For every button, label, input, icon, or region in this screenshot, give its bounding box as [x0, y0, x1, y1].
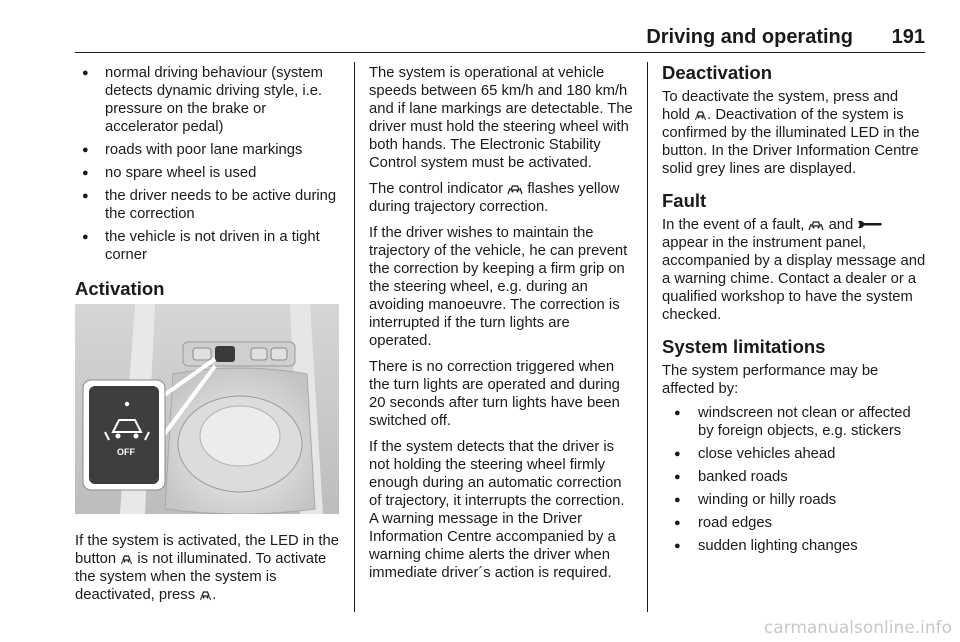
paragraph: [662, 216, 928, 324]
text-run: If the system is activated, the LED in the button: [75, 533, 340, 567]
section-title: Driving and operating: [646, 26, 853, 48]
limitations-list: [662, 404, 928, 555]
text-run: The control indicator: [369, 181, 504, 197]
list-item: ● windscreen not clean or affected by foreign objects, e.g. stickers: [662, 404, 928, 440]
paragraph: [369, 180, 633, 216]
text-run: .: [212, 587, 217, 603]
list-item: ● roads with poor lane markings: [75, 141, 343, 159]
paragraph: The system performance may be affected by:: [662, 363, 879, 397]
column-divider-1: [354, 62, 355, 612]
center-console-figure: [75, 304, 339, 514]
fault-heading: Fault: [662, 190, 707, 211]
paragraph: The system is operational at vehicle speeds between 65 km/h and 180 km/h and if lane markings are detectable. The driver must hold the steering wheel with both hands. The Electronic Stability Control system must be activated.: [369, 65, 633, 171]
deactivation-heading: Deactivation: [662, 62, 773, 83]
lane-keep-button-icon: [694, 108, 707, 121]
text-run: flashes yellow during trajectory correction.: [369, 181, 620, 215]
activation-paragraph: [75, 532, 343, 604]
text-run: To deactivate the system, press and hold: [662, 89, 899, 123]
list-item: ● close vehicles ahead: [662, 445, 928, 463]
text-run: . Deactivation of the system is confirmed by the illuminated LED in the button. In the Driver Information Centre solid grey lines are displayed.: [662, 107, 920, 177]
watermark: carmanualsonline.info: [763, 618, 952, 638]
text-run: appear in the instrument panel, accompanied by a display message and a warning chime. Contact a dealer or a qualified workshop to have the system checked.: [662, 235, 926, 323]
paragraph: If the driver wishes to maintain the trajectory of the vehicle, he can prevent the correction by keeping a firm grip on the steering wheel, e.g. during an avoiding manoeuvre. The correction is interrupted if the turn lights are operated.: [369, 225, 628, 349]
list-item: ● no spare wheel is used: [75, 164, 343, 182]
lane-keep-button-icon: [199, 588, 212, 601]
activation-heading: Activation: [75, 278, 165, 299]
limitations-heading: System limitations: [662, 336, 826, 357]
list-item: ● road edges: [662, 514, 928, 532]
lane-keep-button-icon: [120, 552, 133, 565]
list-item: ● sudden lighting changes: [662, 537, 928, 555]
page-header: [75, 24, 925, 53]
paragraph: If the system detects that the driver is not holding the steering wheel firmly enough during an automatic correction of trajectory, it interrupts the correction. A warning message in the Driver Information Centre accompanied by a warning chime alerts the driver when immediate driver´s action is required.: [369, 439, 625, 581]
list-item: ● winding or hilly roads: [662, 491, 928, 509]
lane-keep-indicator-icon: [507, 182, 523, 195]
text-run: In the event of a fault,: [662, 217, 805, 233]
text-run: and: [828, 217, 854, 233]
column-left: [75, 64, 343, 612]
page-number: 191: [891, 26, 925, 48]
list-item: ● banked roads: [662, 468, 928, 486]
conditions-list: [75, 64, 343, 264]
paragraph: There is no correction triggered when the turn lights are operated and during 20 seconds after turn lights have been switched off.: [369, 359, 620, 429]
service-wrench-icon: [857, 219, 883, 231]
list-item: ● normal driving behaviour (system detects dynamic driving style, i.e. pressure on the brake or accelerator pedal): [75, 64, 343, 136]
column-divider-2: [647, 62, 648, 612]
button-off-label: OFF: [117, 447, 135, 457]
paragraph: [662, 88, 928, 178]
list-item: ● the driver needs to be active during the correction: [75, 187, 343, 223]
lane-keep-indicator-icon: [808, 218, 824, 231]
column-middle: [369, 64, 633, 590]
column-right: [662, 64, 928, 560]
text-run: is not illuminated. To activate the system when the system is deactivated, press: [75, 551, 327, 603]
list-item: ● the vehicle is not driven in a tight corner: [75, 228, 343, 264]
